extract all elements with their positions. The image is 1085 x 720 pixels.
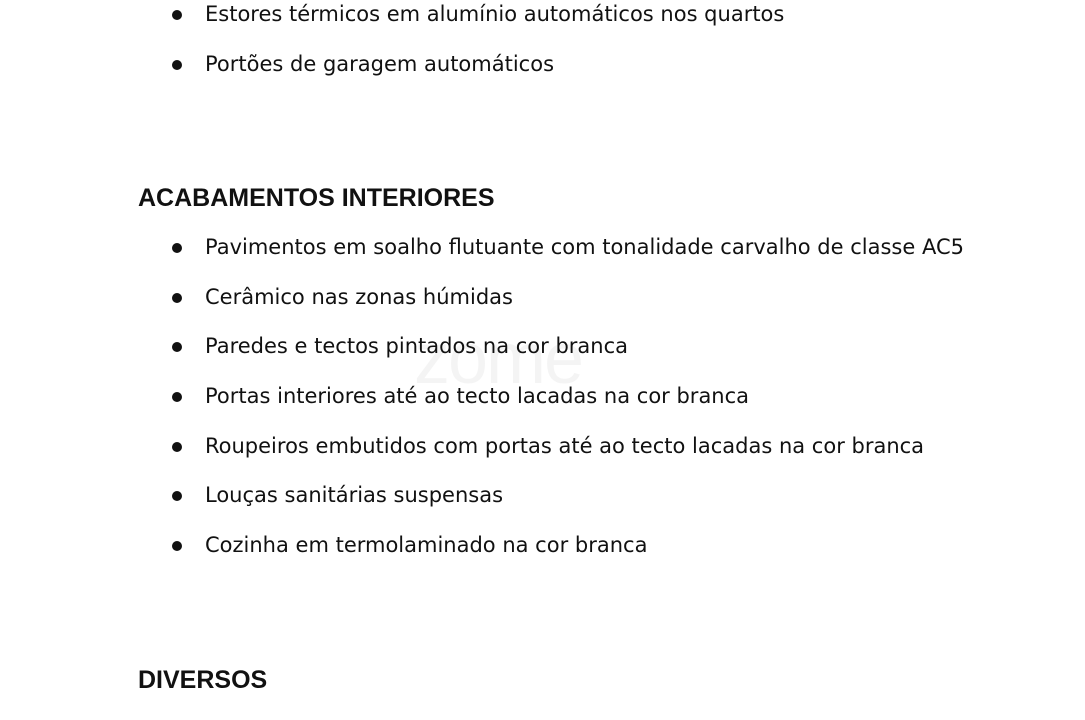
bullet-icon bbox=[172, 442, 182, 452]
list-item-text: Portões de garagem automáticos bbox=[205, 51, 555, 76]
list-item bbox=[0, 531, 1085, 581]
list-item-text: Estores térmicos em alumínio automáticos nos quartos bbox=[205, 2, 785, 26]
list-item-text: Paredes e tectos pintados na cor branca bbox=[205, 334, 629, 359]
top-bullet-list bbox=[0, 0, 1085, 99]
list-item-text: Roupeiros embutidos com portas até ao tecto lacadas na cor branca bbox=[205, 433, 925, 458]
bullet-icon bbox=[172, 10, 182, 20]
list-item bbox=[0, 432, 1085, 482]
section-heading-diversos: DIVERSOS bbox=[138, 666, 268, 694]
bullet-icon bbox=[172, 60, 182, 70]
bullet-icon bbox=[172, 392, 182, 402]
bullet-icon bbox=[172, 541, 182, 551]
bullet-icon bbox=[172, 293, 182, 303]
list-item-text: Cerâmico nas zonas húmidas bbox=[205, 284, 513, 309]
list-item bbox=[0, 233, 1085, 283]
list-item-text: Pavimentos em soalho flutuante com tonalidade carvalho de classe AC5 bbox=[205, 235, 964, 259]
list-item-text: Louças sanitárias suspensas bbox=[205, 483, 504, 508]
list-item bbox=[0, 332, 1085, 382]
list-item bbox=[0, 0, 1085, 50]
list-item bbox=[0, 382, 1085, 432]
section-heading-acabamentos: ACABAMENTOS INTERIORES bbox=[138, 184, 495, 212]
bullet-icon bbox=[172, 342, 182, 352]
bullet-icon bbox=[172, 491, 182, 501]
list-item bbox=[0, 50, 1085, 100]
list-item bbox=[0, 481, 1085, 531]
bullet-icon bbox=[172, 243, 182, 253]
list-item-text: Portas interiores até ao tecto lacadas na cor branca bbox=[205, 384, 750, 409]
list-item bbox=[0, 283, 1085, 333]
list-item-text: Cozinha em termolaminado na cor branca bbox=[205, 533, 648, 558]
acabamentos-bullet-list bbox=[0, 233, 1085, 581]
